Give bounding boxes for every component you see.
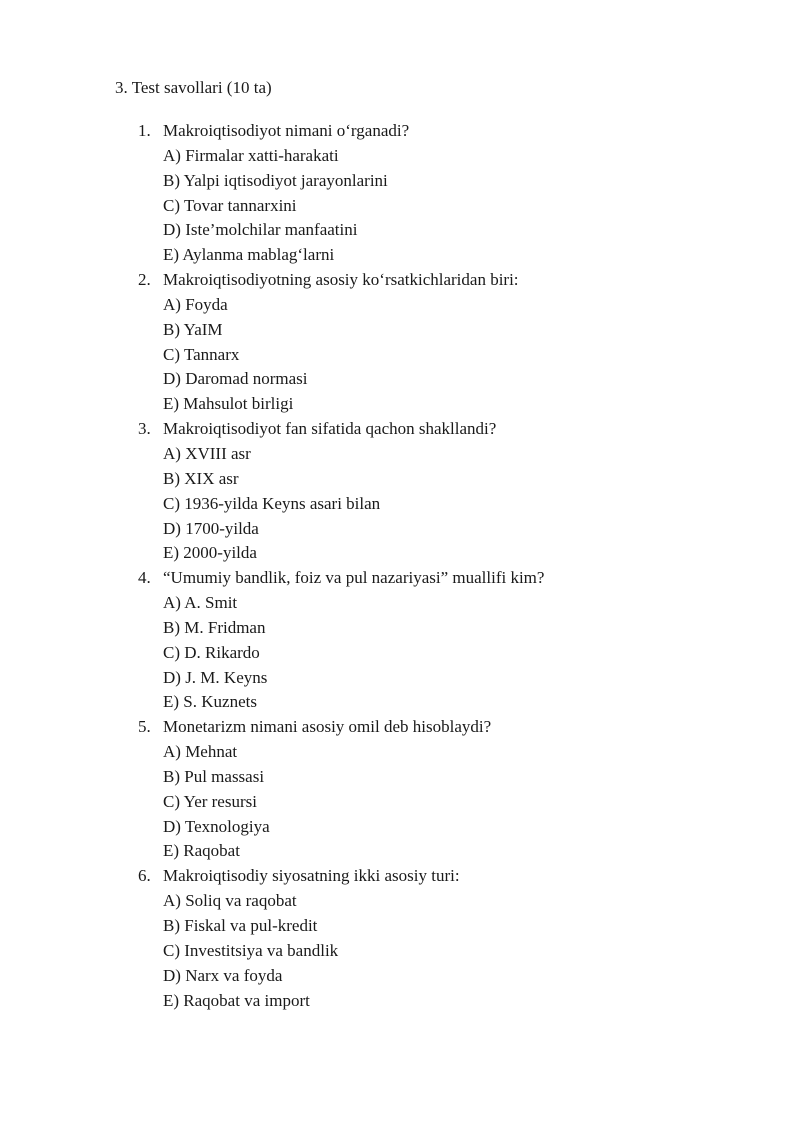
question-text: Monetarizm nimani asosiy omil deb hisoblaydi?: [163, 717, 492, 737]
answer-option-text: B) YaIM: [163, 319, 223, 339]
question-number: 5.: [138, 717, 151, 737]
answer-option-text: C) Tovar tannarxini: [163, 195, 297, 215]
answer-option-text: A) Foyda: [163, 294, 228, 314]
answer-option-text: C) Yer resursi: [163, 791, 257, 811]
answer-option-text: E) 2000-yilda: [163, 543, 257, 563]
answer-option-text: C) Investitsiya va bandlik: [163, 940, 339, 960]
question-number: 6.: [138, 866, 151, 886]
answer-option-text: E) S. Kuznets: [163, 692, 257, 712]
question-number: 4.: [138, 568, 151, 588]
section-title: 3. Test savollari (10 ta): [115, 78, 272, 97]
question-number: 1.: [138, 121, 151, 140]
answer-option-text: A) A. Smit: [163, 593, 238, 613]
answer-option-text: C) 1936-yilda Keyns asari bilan: [163, 493, 381, 513]
answer-option-text: B) Fiskal va pul-kredit: [163, 916, 318, 935]
question-text: Makroiqtisodiyot fan sifatida qachon shakllandi?: [163, 419, 497, 439]
answer-option-text: A) Firmalar xatti-harakati: [163, 145, 339, 165]
answer-option-text: A) Mehnat: [163, 742, 238, 762]
question-text: Makroiqtisodiy siyosatning ikki asosiy turi:: [163, 866, 460, 886]
answer-option-text: E) Aylanma mablag‘larni: [163, 245, 335, 265]
answer-option-text: D) Iste’molchilar manfaatini: [163, 220, 358, 240]
question-text: “Umumiy bandlik, foiz va pul nazariyasi” muallifi kim?: [163, 568, 545, 588]
answer-option-text: A) Soliq va raqobat: [163, 891, 297, 911]
answer-option-text: E) Raqobat va import: [163, 990, 310, 1010]
answer-option-text: E) Mahsulot birligi: [163, 394, 294, 414]
question-text: Makroiqtisodiyotning asosiy ko‘rsatkichlaridan biri:: [163, 270, 519, 290]
answer-option-text: D) J. M. Keyns: [163, 667, 268, 687]
answer-option-text: C) Tannarx: [163, 344, 240, 364]
answer-option-text: B) XIX asr: [163, 468, 239, 488]
answer-option-text: A) XVIII asr: [163, 443, 251, 463]
question-text: Makroiqtisodiyot nimani o‘rganadi?: [163, 121, 410, 140]
answer-option-text: C) D. Rikardo: [163, 642, 260, 662]
question-number: 2.: [138, 270, 151, 290]
answer-option-text: D) 1700-yilda: [163, 518, 259, 538]
question-number: 3.: [138, 419, 151, 439]
answer-option-text: B) Pul massasi: [163, 766, 265, 786]
answer-option-text: B) M. Fridman: [163, 617, 266, 637]
answer-option-text: E) Raqobat: [163, 841, 240, 861]
answer-option-text: D) Daromad normasi: [163, 369, 308, 389]
answer-option-text: D) Texnologiya: [163, 816, 270, 836]
answer-option-text: D) Narx va foyda: [163, 965, 283, 985]
answer-option-text: B) Yalpi iqtisodiyot jarayonlarini: [163, 170, 388, 190]
